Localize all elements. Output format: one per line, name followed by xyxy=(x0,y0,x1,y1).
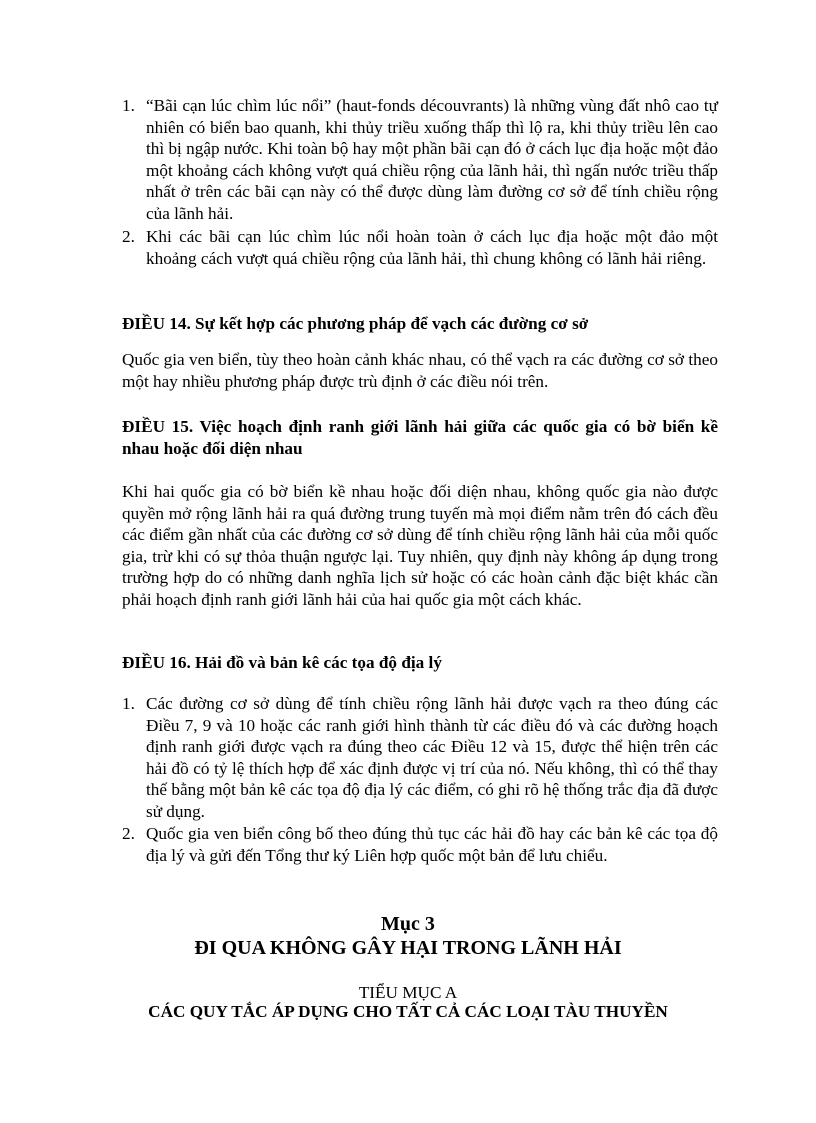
list-item xyxy=(122,226,718,269)
list-item xyxy=(122,823,718,866)
subsection-label: TIỂU MỤC A xyxy=(358,983,458,1002)
list-item xyxy=(122,95,718,225)
list-number: 1. xyxy=(122,96,135,115)
list-text: Khi các bãi cạn lúc chìm lúc nổi hoàn toàn ở cách lục địa hoặc một đảo một khoảng cách vượt quá chiều rộng của lãnh hải, thì chung không có lãnh hải riêng. xyxy=(146,227,718,268)
article-14-body: Quốc gia ven biển, tùy theo hoàn cảnh khác nhau, có thể vạch ra các đường cơ sở theo một hay nhiều phương pháp được trù định ở các điều nói trên. xyxy=(122,350,718,391)
list-text: Quốc gia ven biển công bố theo đúng thủ tục các hải đồ hay các bản kê các tọa độ địa lý và gửi đến Tổng thư ký Liên hợp quốc một bản để lưu chiểu. xyxy=(146,824,718,865)
list-number: 2. xyxy=(122,227,135,246)
list-text: “Bãi cạn lúc chìm lúc nổi” (haut-fonds découvrants) là những vùng đất nhô cao tự nhiên có biển bao quanh, khi thủy triều xuống thấp thì lộ ra, khi thủy triều lên cao thì bị ngập nước. Khi toàn bộ hay một phần bãi cạn đó ở cách lục địa hoặc một đảo một khoảng cách không vượt quá chiều rộng của lãnh hải, thì ngấn nước triều thấp nhất ở trên các bãi cạn này có thể được dùng làm đường cơ sở để tính chiều rộng của lãnh hải. xyxy=(146,96,718,223)
article-15-heading: ĐIỀU 15. Việc hoạch định ranh giới lãnh hải giữa các quốc gia có bờ biển kề nhau hoặc đối diện nhau xyxy=(122,417,718,458)
list-text: Các đường cơ sở dùng để tính chiều rộng lãnh hải được vạch ra theo đúng các Điều 7, 9 và 10 hoặc các ranh giới hình thành từ các điều đó và các đường hoạch định ranh giới được vạch ra đúng theo các Điều 12 và 15, được thể hiện trên các hải đồ có tỷ lệ thích hợp để xác định được vị trí của nó. Nếu không, thì có thể thay thế bằng một bản kê các tọa độ địa lý các điểm, có ghi rõ hệ thống trắc địa đã được sử dụng. xyxy=(146,694,718,821)
article-16-heading: ĐIỀU 16. Hải đồ và bản kê các tọa độ địa lý xyxy=(122,653,442,672)
list-item xyxy=(122,693,718,823)
section-title: ĐI QUA KHÔNG GÂY HẠI TRONG LÃNH HẢI xyxy=(194,937,622,959)
list-number: 2. xyxy=(122,824,135,843)
list-number: 1. xyxy=(122,694,135,713)
section-number: Mục 3 xyxy=(381,913,435,935)
article-15-body: Khi hai quốc gia có bờ biển kề nhau hoặc đối diện nhau, không quốc gia nào được quyền mở rộng lãnh hải ra quá đường trung tuyến mà mọi điểm nằm trên đó cách đều các điểm gần nhất của các đường cơ sở dùng để tính chiều rộng lãnh hải của mỗi quốc gia, trừ khi có sự thỏa thuận ngược lại. Tuy nhiên, quy định này không áp dụng trong trường hợp do có những danh nghĩa lịch sử hoặc có các hoàn cảnh đặc biệt khác cần phải hoạch định ranh giới lãnh hải của hai quốc gia một cách khác. xyxy=(122,482,718,609)
subsection-title: CÁC QUY TẮC ÁP DỤNG CHO TẤT CẢ CÁC LOẠI TÀU THUYỀN xyxy=(148,1002,668,1021)
article-14-heading: ĐIỀU 14. Sự kết hợp các phương pháp để vạch các đường cơ sở xyxy=(122,314,589,333)
